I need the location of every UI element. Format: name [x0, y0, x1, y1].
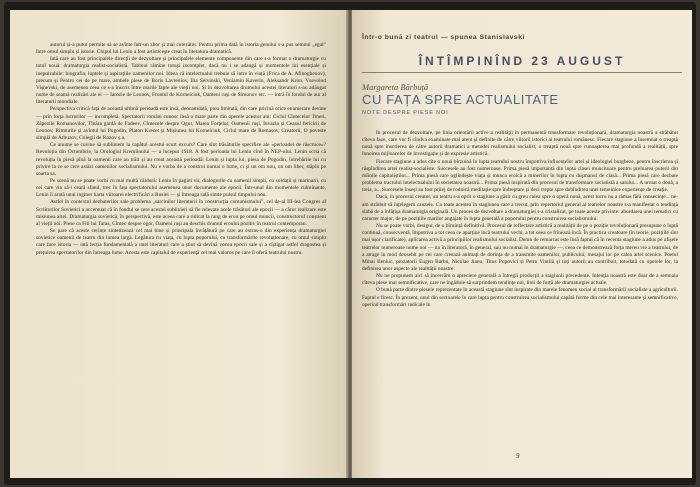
paragraph: Ce anume se cuvine să subliniem la capătul acestui scurt excurs? Care sînt trăsăturile specifice ale «perioadei de răscruce»? Revoluția din Octombrie, la Orologiul Kremlinului — a început 1918. A fost perioada lui Lenin cînd în NEP-ului. Lenin scria că revoluția în piesă pînă la oamenii care au trăit și au creat această perioadă: Lenin și lupta lui, piesa de Pogodin, întrebările lui cu privire la ce se cere astăzi oamenilor socialismului. Nu e vorba de a construi numai o lume, ci și un om nou, un om liber, stăpîn pe soarta sa. [36, 142, 326, 177]
article-title: CU FAȚA SPRE ACTUALITATE [362, 92, 559, 107]
paragraph: O bună parte dintre piesele reprezentate în această stagiune sînt inspirate din marele fenomen social al transformării socialiste a agriculturii. Faptul e firesc. În prezent, unul din sectoarele în care lupta pentru construirea socialismului capătă forme din cele mai interesante și semnificative, operind transformări radicale în [362, 287, 678, 308]
left-text-column [36, 42, 326, 448]
paragraph: Se pare că aceste cerințe sintetizează cel mai bine și principala învățătură pe care au extras-o din experiența dramaturgiei sovietice oamenii de teatru din lumea largă. Legătura cu viața, cu lupta poporului, cu transformările revoluționare, cu omul simplu care face istoria — iată lecția fundamentală a unei literaturi care a știut să devină vocea epocii sale și a cîștigat astfel dragostea și prețuirea spectatorilor din întreaga lume. Acesta este capitalul de experiență cel mai valoros pe care îl oferă teatrului nostru. [36, 228, 326, 256]
running-head-bold: — spunea Stanislavski [440, 34, 525, 41]
paragraph: Nu se poate vorbi, desigur, de o bîruință definitivă. Procesul de reflectare artistică a realității de pe o poziție revoluționară presupune o luptă continuă, consecventă, împotriva a tot ceea ce aparține încă teatrului vechi, a tot ceea ce frînează încă. În practica creatoare (în teorie, pozițiile sînt mai ușor clarificate), aplicarea activă a principiilor realismului socialist. Demn de remarcat este însă faptul că în recenta stagiune a adus pe afișele teatrelor numeroase nume noi — nu în literatură, în general, sau nu numai în dramaturgie —, ceea ce demonstrează forța mereu vie a teatrului, de a atrage în mod deosebit pe cei care creează animați de dorința de a transmite oamenilor, publicului, mesajul lor pe calea artei scenice. Poetul Mihai Beniuc, prozatorii Eugen Barbu, Nicolae Jianu, Titus Popovici și Petru Vintilă și toți autorii au contribuit, totodată cu operele lor, la definirea unor aspecte ale realității noastre. [362, 223, 678, 272]
section-title: ÎNTÎMPINÎND 23 AUGUST [418, 54, 626, 68]
open-book [4, 2, 696, 485]
paragraph: Iată care au fost principalele direcții de dezvoltare și principalele elemente componente din care s-a format o dramaturgie cu totul nouă: dramaturgia realist-socialistă. Tabloul rămîne totuși incomplet, dacă nu i se adaugă și momentele lui esențiale și inepuizabile: biografia, luptele și aspirațiile oamenilor noi. Ideea că intelectualul trebuie să intre în viață (Frica de A. Afinoghenov), precum și Pentru cei de pe mare, ambele piese de Boris Lavreniov, Ilia Selvinski, Veniamin Kaverin, Aleksandr Kron, Vsevolod Vișnevski, de asemenea ceea ce s-a înscris între marile fapte ale vieții noi. Și în dezvoltarea drumului acestei literaturi s-au adăugat nume de seamă realizări ale ei — Iarozie de Leonov, Frontul de Korneiciuk, Oameni ruși de Simonov etc. — intră în fondul de aur al literaturii mondiale. [36, 56, 326, 106]
paragraph: Pe scenă nu se poate vorbi cu mai multă căldură: Lenin în pagini vii, dialogurile cu oamenii simpli, cu soldații și marinarii, cu cei care vin să-i ceară sfatul, trec în fața spectatorului asemenea unor documente ale epocii. Într-unul din momentele culminante, Lenin îi arată unui inginer harta viitoarei electrificări a Rusiei — și întreaga sală simte pulsul timpului nou. [36, 177, 326, 199]
paragraph: Dacă, în procesul creator, un teatru s-a oprit o stagiune a găsit cu greu calea spre o operă nouă, acest lucru nu a rămas fără consecințe... ne-am străduit să înțelegem cauzele. Cu toate acestea în stagiunea care a trecut, prin repertoriul general al teatrelor noastre s-a manifestat o tendință slabă de a înfățișa dramaturgia originală. Un proces de dezvoltare a dramaturgiei s-a cristalizat, pe toate aceste privinte: abordarea unei tematici cu caracter major, de pe pozițiile marilor angajate în lupta generală a poporului pentru construirea socialismului. [362, 194, 678, 222]
paragraph: Nu ne propunem aici să încercăm o apreciere generală a întregii producții a stagiunii precedente. Intenția noastră este doar de a semnala cîteva piese mai semnificative, care ne îngăduie să surprindem tendințe noi, linii de forță ale dramaturgiei actuale. [362, 273, 678, 287]
paragraph: Astfel în contextul dezbaterilor sale problema „sarcinilor literaturii în construcția comunismului”, cel de-al III-lea Congres al Scriitorilor Sovietici a accentuat că în fondul se cere acestei sublinieri să fie relevate acele trăsături ale epocii — a căror realizare este misiunea artei. Dramaturgia sovietică, în perspectivă, este aceea care a ridicat la rang de erou pe omul muncii, constructorul conștient al vieții noi. Piese ca Fiii lui Taras, Cîntec despre ogor, Oameni ruși au deschis drumul eroului pozitiv în teatrul contemporan. [36, 199, 326, 227]
right-page [352, 10, 692, 478]
paragraph: Perspectiva critică față de această ultimă perioadă este însă, deocamdată, prea limitată, din care pricină orice enumerare devine — prin forța lucrurilor — incompletă. Spectatorii români cunosc însă o mare parte din operele acestor ani: Ciclul Cîntecelor Tineri, Zăpezile Romanovilor, Tînăra gardă de Fadeev, Cîntecele despre Ogor, Marea Forțelor, Oamenii ruși, Invazia și Ceasul fericirii de Leonov, Ritmurile și avîntul lui Pogodin, Platon Krecet și Mișiunea lui Korneiciuk, Ciclul mare de Romașov, Creatorii, O poveste simplă de Arbuzov, Colegii de Rozov ș.a. [36, 106, 326, 142]
page-number: 9 [516, 452, 520, 460]
divider [362, 72, 682, 73]
running-head-text: Într-o bună zi teatrul [362, 34, 441, 41]
article-subtitle: NOTE DESPRE PIESE NOI [362, 110, 449, 116]
paragraph: autorul și-a putut permite să se avînte într-un zbor și mai cutezător. Pentru prima dată în istoria genului s-a pus semnul „egal” între omul simplu și istorie. Chipul lui Lenin a fost artisticește creat în literatura dramatică. [36, 42, 326, 56]
left-page [10, 10, 348, 478]
running-head [362, 34, 682, 41]
paragraph: Fiecare stagiune a adus cîte o nouă bîrzuină în lupta teatrului nostru împotriva influențelor artei și ideologiei burgheze, pentru înscrierea și răspîndirea artei realist-socialiste. Succesele au fost numeroase. Prima piesă importantă din lupta clasei muncitoare pentru preluarea puterii din mîinile capitaliștilor... Prima piesă care oglindește viața și munca eroică a minerilor în lupta cu duşmanul de clasă... Prima piesă care dezbate problema tractului intelectualului în societatea noastră... Prima piesă inspirată din procesul de transformare socialistă a satului... A urmat o două, a treia, a... Succesele înseși au fost prilej de rodnică meditație spre îndreptare și deci trepte spre dobîndirea unei temeinice experiențe de creație. [362, 158, 678, 194]
right-text-column [362, 130, 678, 446]
paragraph: În procesul de dezvoltare, pe linia orientării active a realității în permanentă transformare revoluționară, dramaturgia noastră a străbătut cîteva faze, care vor fi cîndva examinate mai atent și definite de către viitorii istorici ai teatrului românesc. Fiecare stagiune a însemnat o treaptă nouă spre înscrierea de către autorii dramatici a metodei realismului socialist, o treaptă nouă spre cunoașterea mai profundă a realității, spre înnoirea mijloacelor de investigație și de expresie artistică. [362, 130, 678, 158]
article-author: Margareta Bărbuță [362, 82, 429, 92]
